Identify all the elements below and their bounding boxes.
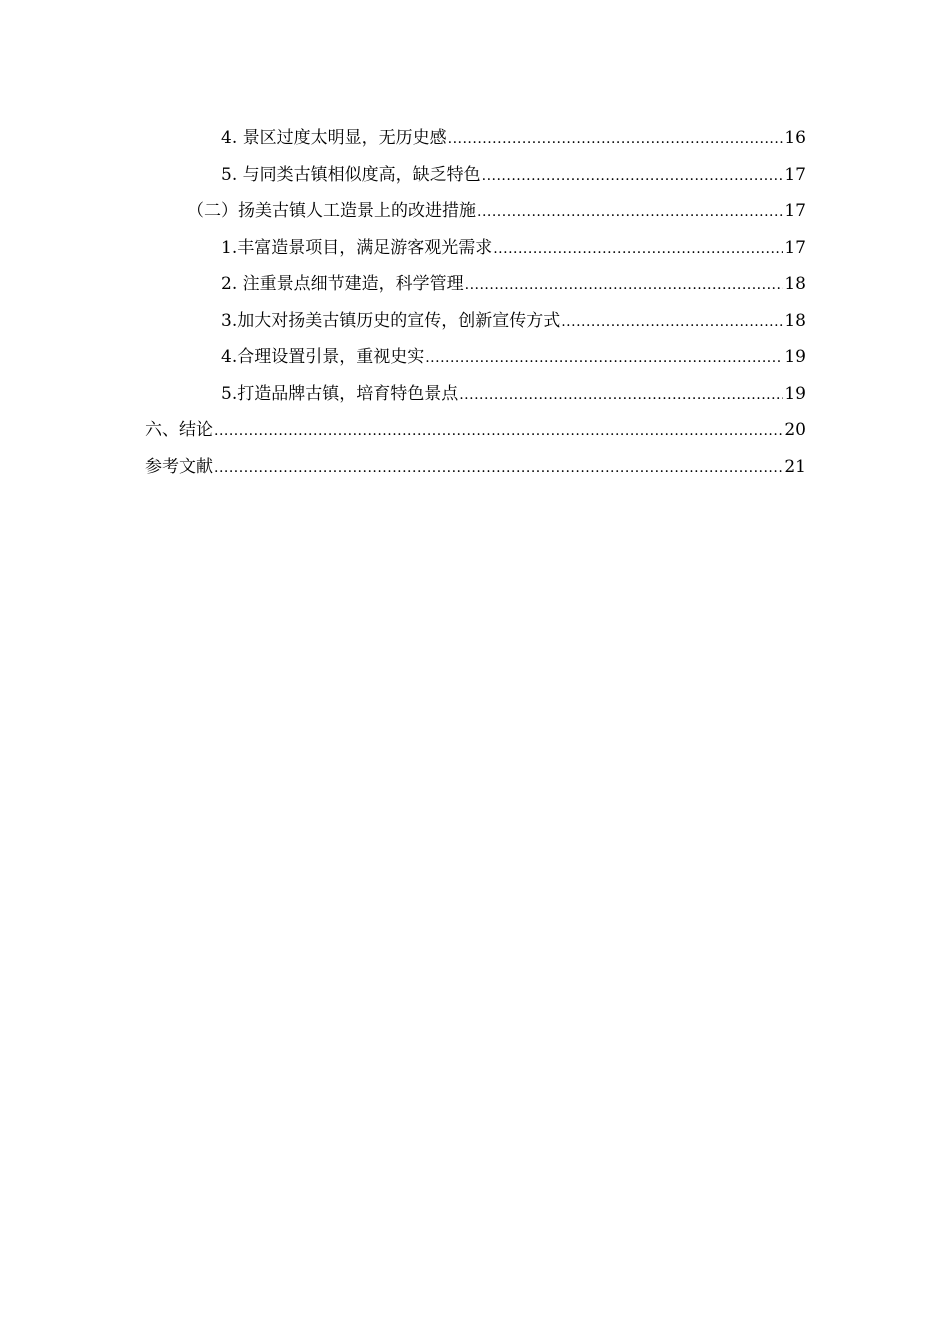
toc-entry[interactable] xyxy=(145,123,806,160)
toc-entry-title[interactable]: 1.丰富造景项目，满足游客观光需求 xyxy=(221,237,493,258)
toc-entry[interactable] xyxy=(145,452,806,489)
toc-page-number[interactable]: 19 xyxy=(784,347,806,367)
toc-dot-leader xyxy=(214,453,783,483)
toc-page-number[interactable]: 17 xyxy=(784,201,806,221)
toc-dot-leader xyxy=(448,124,784,154)
toc-page-number[interactable]: 17 xyxy=(784,164,806,185)
toc-entry[interactable] xyxy=(145,306,806,343)
toc-dot-leader xyxy=(425,343,783,373)
toc-entry[interactable] xyxy=(145,342,806,379)
toc-entry[interactable] xyxy=(145,269,806,306)
toc-page-number[interactable]: 18 xyxy=(784,310,806,331)
toc-entry-title[interactable]: 3.加大对扬美古镇历史的宣传，创新宣传方式 xyxy=(221,310,561,331)
toc-entry-title[interactable]: 4.合理设置引景，重视史实 xyxy=(221,347,425,367)
toc-dot-leader xyxy=(493,234,783,264)
toc-entry-title[interactable]: 5. 与同类古镇相似度高，缺乏特色 xyxy=(221,164,481,185)
toc-page-number[interactable]: 18 xyxy=(784,274,806,294)
toc-entry[interactable] xyxy=(145,160,806,197)
toc-dot-leader xyxy=(477,197,783,227)
toc-entry[interactable] xyxy=(145,415,806,452)
toc-dot-leader xyxy=(561,307,783,337)
toc-entry[interactable] xyxy=(145,196,806,233)
toc-dot-leader xyxy=(465,270,784,300)
toc-dot-leader xyxy=(482,161,784,191)
toc-page-number[interactable]: 21 xyxy=(784,456,806,477)
table-of-contents xyxy=(145,123,806,488)
toc-entry-title[interactable]: 参考文献 xyxy=(145,456,213,477)
toc-entry-title[interactable]: 4. 景区过度太明显，无历史感 xyxy=(221,128,447,148)
toc-entry-title[interactable]: 5.打造品牌古镇，培育特色景点 xyxy=(221,383,459,404)
toc-entry-title[interactable]: （二）扬美古镇人工造景上的改进措施 xyxy=(187,201,476,221)
toc-entry[interactable] xyxy=(145,233,806,270)
toc-dot-leader xyxy=(459,380,783,410)
toc-page-number[interactable]: 20 xyxy=(784,420,806,440)
toc-entry[interactable] xyxy=(145,379,806,416)
toc-page-number[interactable]: 17 xyxy=(784,237,806,258)
toc-entry-title[interactable]: 2. 注重景点细节建造，科学管理 xyxy=(221,274,464,294)
toc-entry-title[interactable]: 六、结论 xyxy=(145,420,213,440)
toc-page-number[interactable]: 19 xyxy=(784,383,806,404)
toc-dot-leader xyxy=(214,416,783,446)
toc-page-number[interactable]: 16 xyxy=(784,128,806,148)
